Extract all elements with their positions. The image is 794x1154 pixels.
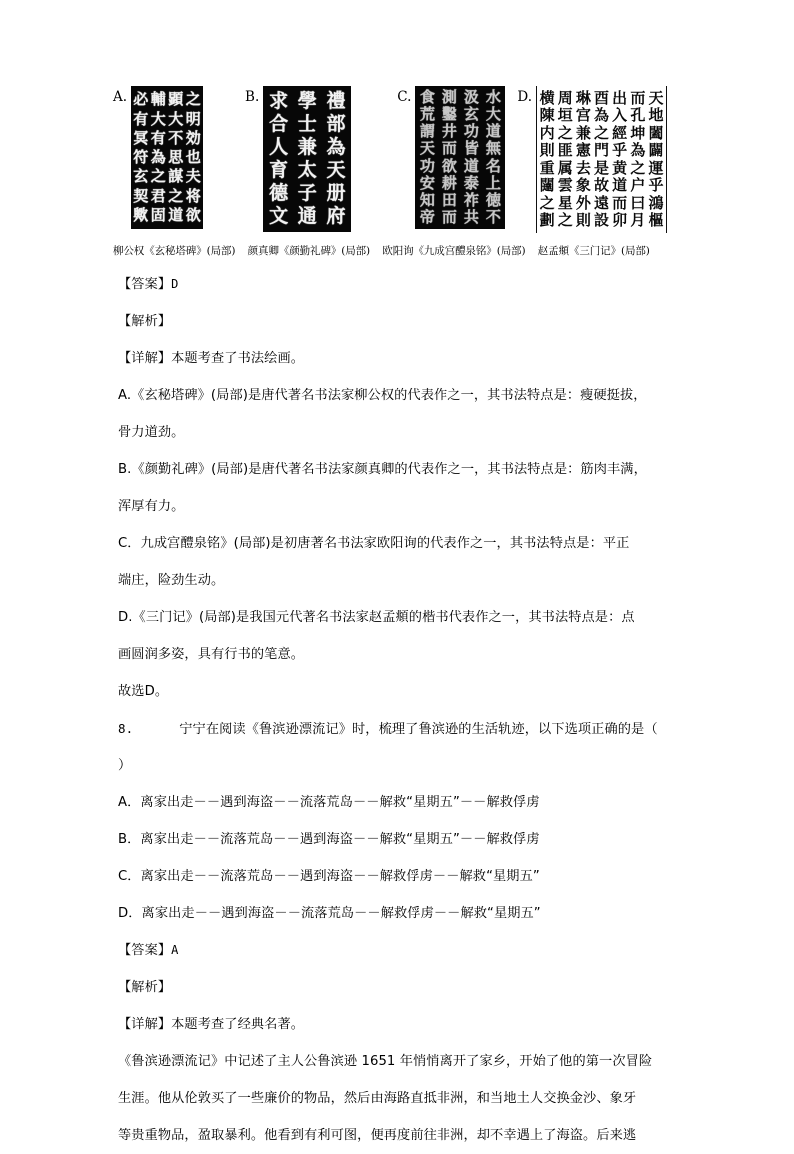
q8-option-c[interactable]: C．离家出走－－流落荒岛－－遇到海盗－－解救俘虏－－解救“星期五” (118, 869, 540, 884)
calligraphy-glyph: 設 (594, 211, 610, 230)
q8-answer-label: 【答案】 (118, 943, 172, 958)
calligraphy-glyph: 天 (326, 159, 346, 181)
q7-analysis-label: 【解析】 (118, 314, 172, 329)
calligraphy-glyph: 之 (557, 211, 573, 230)
calligraphy-image-a (131, 86, 203, 229)
q8-option-b[interactable]: B．离家出走－－流落荒岛－－遇到海盗－－解救“星期五”－－解救俘虏 (118, 832, 540, 847)
calligraphy-glyph: 學 (297, 90, 317, 112)
calligraphy-glyph: 帝 (419, 207, 435, 226)
calligraphy-glyph: 玄 (133, 167, 149, 186)
calligraphy-glyph: 而 (441, 207, 457, 226)
calligraphy-glyph: 思 (168, 148, 184, 166)
calligraphy-glyph: 道 (168, 205, 184, 224)
calligraphy-glyph: 册 (326, 182, 346, 204)
calligraphy-glyph: 陳 (539, 106, 555, 125)
calligraphy-glyph: 也 (185, 148, 201, 166)
calligraphy-glyph: 謂 (419, 122, 435, 141)
glyph-column (592, 88, 610, 231)
q7-detail-b-2: 浑厚有力。 (118, 499, 185, 514)
calligraphy-glyph: 泰 (463, 173, 479, 192)
calligraphy-glyph: 坤 (630, 123, 646, 142)
calligraphy-glyph: 而 (441, 139, 457, 158)
document-body (118, 266, 688, 1154)
calligraphy-glyph: 曰 (630, 193, 646, 212)
calligraphy-glyph: 玄 (463, 105, 479, 124)
calligraphy-glyph: 府 (326, 205, 346, 227)
figure-caption-row (113, 243, 693, 258)
calligraphy-glyph: 井 (441, 122, 457, 141)
calligraphy-image-b (263, 86, 351, 232)
calligraphy-glyph: 遠 (594, 193, 610, 212)
glyph-column (132, 88, 150, 227)
q7-detail-a-1: A.《玄秘塔碑》(局部)是唐代著名书法家柳公权的代表作之一，其书法特点是：瘦硬挺拔， (118, 388, 647, 403)
calligraphy-glyph: 荒 (419, 105, 435, 124)
calligraphy-glyph: 合 (269, 113, 289, 135)
glyph-column (150, 88, 168, 227)
calligraphy-glyph: 共 (463, 207, 479, 226)
calligraphy-glyph: 祚 (463, 190, 479, 209)
calligraphy-glyph: 上 (485, 173, 501, 192)
calligraphy-glyph: 明 (185, 109, 201, 128)
calligraphy-glyph: 黄 (612, 158, 628, 177)
calligraphy-glyph: 之 (630, 158, 646, 177)
q7-conclusion: 故选D。 (118, 684, 169, 699)
calligraphy-glyph: 闢 (648, 141, 664, 160)
calligraphy-glyph: 乎 (612, 141, 628, 160)
figure-option-c (397, 86, 505, 229)
calligraphy-glyph: 大 (150, 109, 166, 128)
calligraphy-glyph: 天 (648, 88, 664, 107)
glyph-column (629, 88, 647, 231)
calligraphy-glyph: 属 (557, 158, 573, 177)
q7-detail-c-2: 端庄，险劲生动。 (118, 573, 225, 588)
calligraphy-glyph: 不 (168, 128, 184, 147)
figure-label-d: D. (517, 89, 533, 105)
calligraphy-glyph: 孔 (630, 106, 646, 125)
calligraphy-image-c (415, 86, 505, 229)
q7-detail-d-1: D.《三门记》(局部)是我国元代著名书法家赵孟頫的楷书代表作之一，其书法特点是：点 (118, 610, 635, 625)
calligraphy-glyph: 太 (297, 159, 317, 181)
calligraphy-glyph: 闔 (648, 123, 664, 142)
calligraphy-glyph: 人 (269, 136, 289, 158)
calligraphy-glyph: 為 (630, 141, 646, 160)
q8-paragraph-line-2: 生涯。他从伦敦买了一些廉价的物品，然后由海路直抵非洲，和当地土人交换金沙、象牙 (118, 1091, 637, 1106)
calligraphy-glyph: 通 (297, 205, 317, 227)
glyph-column (416, 88, 438, 227)
calligraphy-glyph: 士 (297, 113, 317, 135)
calligraphy-glyph: 去 (575, 158, 591, 177)
calligraphy-glyph: 入 (612, 106, 628, 125)
calligraphy-glyph: 匪 (557, 141, 573, 160)
calligraphy-glyph: 田 (441, 190, 457, 209)
calligraphy-glyph: 横 (539, 88, 555, 107)
glyph-column (556, 88, 574, 231)
calligraphy-glyph: 効 (185, 128, 201, 147)
figure-label-b: B. (245, 89, 260, 105)
calligraphy-glyph: 重 (539, 158, 555, 177)
q8-answer-line (118, 932, 688, 969)
glyph-column (293, 88, 322, 230)
calligraphy-glyph: 欲 (185, 205, 201, 224)
calligraphy-glyph: 君 (150, 186, 166, 205)
calligraphy-glyph: 運 (648, 158, 664, 177)
q8-stem-line-2: ） (118, 758, 132, 773)
calligraphy-glyph: 冥 (133, 128, 149, 147)
q7-answer-label: 【答案】 (118, 277, 172, 292)
calligraphy-glyph: 大 (485, 105, 501, 124)
q8-option-a[interactable]: A．离家出走－－遇到海盗－－流落荒岛－－解救“星期五”－－解救俘虏 (118, 795, 540, 810)
glyph-column (185, 88, 203, 227)
calligraphy-glyph: 則 (539, 141, 555, 160)
calligraphy-glyph: 固 (150, 205, 166, 224)
calligraphy-glyph: 劃 (539, 211, 555, 230)
figure-option-b (245, 86, 351, 232)
calligraphy-glyph: 符 (133, 148, 149, 166)
calligraphy-glyph: 憲 (575, 141, 591, 160)
calligraphy-glyph: 之 (168, 186, 184, 205)
calligraphy-glyph: 測 (441, 88, 457, 107)
calligraphy-glyph: 而 (630, 88, 646, 107)
q8-paragraph-line-1: 《鲁滨逊漂流记》中记述了主人公鲁滨逊 1651 年悄悄离开了家乡，开始了他的第一次冒险 (118, 1054, 653, 1069)
calligraphy-glyph: 月 (630, 211, 646, 230)
calligraphy-glyph: 契 (133, 186, 149, 205)
calligraphy-glyph: 闥 (539, 176, 555, 195)
calligraphy-glyph: 象 (575, 176, 591, 195)
calligraphy-glyph: 天 (419, 139, 435, 158)
calligraphy-glyph: 文 (269, 205, 289, 227)
calligraphy-glyph: 琳 (575, 88, 591, 107)
calligraphy-glyph: 汲 (463, 88, 479, 107)
calligraphy-glyph: 雲 (557, 176, 573, 195)
calligraphy-glyph: 道 (485, 122, 501, 141)
q8-stem-line-1 (118, 710, 688, 747)
calligraphy-glyph: 欲 (441, 156, 457, 175)
q7-detail-c-1: C．九成宫醴泉铭》(局部)是初唐著名书法家欧阳询的代表作之一，其书法特点是：平正 (118, 536, 630, 551)
calligraphy-glyph: 知 (419, 190, 435, 209)
calligraphy-glyph: 必 (133, 90, 149, 109)
calligraphy-glyph: 育 (269, 159, 289, 181)
calligraphy-glyph: 鑿 (441, 105, 457, 124)
calligraphy-glyph: 内 (539, 123, 555, 142)
glyph-column (574, 88, 592, 231)
calligraphy-glyph: 為 (594, 106, 610, 125)
q8-analysis-label: 【解析】 (118, 980, 172, 995)
glyph-column (167, 88, 185, 227)
figure-caption-c: 欧阳询《九成宫醴泉铭》(局部) (382, 245, 526, 257)
calligraphy-glyph: 輔 (150, 90, 166, 109)
calligraphy-glyph: 大 (168, 109, 184, 128)
calligraphy-glyph: 耕 (441, 173, 457, 192)
calligraphy-glyph: 酉 (594, 88, 610, 107)
calligraphy-glyph: 之 (557, 123, 573, 142)
calligraphy-glyph: 不 (485, 207, 501, 226)
calligraphy-glyph: 兼 (575, 123, 591, 142)
calligraphy-glyph: 周 (557, 88, 573, 107)
glyph-column (647, 88, 665, 231)
q8-paragraph-line-3: 等贵重物品，盈取暴利。他看到有利可图，便再度前往非洲，却不幸遇上了海盗。后来逃 (118, 1128, 637, 1143)
q7-answer-value: D (171, 277, 179, 291)
glyph-column (538, 88, 556, 231)
q7-detail-d-2: 画圆润多姿，具有行书的笔意。 (118, 647, 305, 662)
figure-option-d (517, 86, 667, 233)
calligraphy-glyph: 謀 (168, 167, 184, 186)
calligraphy-glyph: 水 (485, 88, 501, 107)
calligraphy-glyph: 顕 (168, 90, 184, 109)
calligraphy-glyph: 而 (612, 193, 628, 212)
calligraphy-glyph: 故 (594, 176, 610, 195)
calligraphy-glyph: 無 (485, 139, 501, 158)
figure-option-a (113, 86, 203, 229)
calligraphy-glyph: 徳 (485, 190, 501, 209)
figure-label-a: A. (113, 89, 128, 105)
calligraphy-glyph: 地 (648, 106, 664, 125)
calligraphy-glyph: 外 (575, 193, 591, 212)
calligraphy-glyph: 安 (419, 173, 435, 192)
calligraphy-glyph: 夫 (185, 167, 201, 186)
calligraphy-glyph: 樞 (648, 211, 664, 230)
calligraphy-glyph: 之 (185, 90, 201, 109)
calligraphy-glyph: 有 (133, 109, 149, 128)
q8-stem-text: 宁宁在阅读《鲁滨逊漂流记》时，梳理了鲁滨逊的生活轨迹，以下选项正确的是（ (179, 722, 658, 737)
calligraphy-glyph: 有 (150, 128, 166, 147)
glyph-column (322, 88, 351, 230)
calligraphy-glyph: 歟 (133, 205, 149, 224)
calligraphy-glyph: 之 (150, 167, 166, 186)
glyph-grid-d (537, 86, 666, 233)
calligraphy-glyph: 卯 (612, 211, 628, 230)
glyph-column (482, 88, 504, 227)
q8-answer-value: A (171, 943, 179, 957)
calligraphy-glyph: 經 (612, 123, 628, 142)
calligraphy-glyph: 功 (463, 122, 479, 141)
calligraphy-glyph: 德 (269, 182, 289, 204)
figure-label-c: C. (397, 89, 412, 105)
calligraphy-glyph: 則 (575, 211, 591, 230)
calligraphy-glyph: 之 (539, 193, 555, 212)
calligraphy-glyph: 户 (630, 176, 646, 195)
calligraphy-glyph: 為 (326, 136, 346, 158)
q8-detail-heading: 【详解】本题考查了经典名著。 (118, 1017, 305, 1032)
calligraphy-glyph: 皆 (463, 139, 479, 158)
glyph-grid-b (263, 86, 351, 232)
q7-detail-heading: 【详解】本题考查了书法绘画。 (118, 351, 305, 366)
calligraphy-glyph: 星 (557, 193, 573, 212)
glyph-column (611, 88, 629, 231)
q7-answer-line (118, 266, 688, 303)
calligraphy-glyph: 道 (463, 156, 479, 175)
figure-caption-d: 赵孟頫《三门记》(局部) (537, 245, 650, 257)
calligraphy-glyph: 是 (594, 158, 610, 177)
q8-number: 8. (118, 721, 134, 736)
glyph-column (438, 88, 460, 227)
q7-detail-a-2: 骨力道劲。 (118, 425, 185, 440)
calligraphy-glyph: 垣 (557, 106, 573, 125)
calligraphy-glyph: 為 (150, 148, 166, 166)
glyph-column (264, 88, 293, 230)
calligraphy-glyph: 乎 (648, 176, 664, 195)
calligraphy-glyph: 出 (612, 88, 628, 107)
calligraphy-glyph: 功 (419, 156, 435, 175)
calligraphy-glyph: 子 (297, 182, 317, 204)
calligraphy-glyph: 求 (269, 90, 289, 112)
calligraphy-glyph: 部 (326, 113, 346, 135)
q7-detail-b-1: B.《颜勤礼碑》(局部)是唐代著名书法家颜真卿的代表作之一，其书法特点是：筋肉丰满， (118, 462, 647, 477)
calligraphy-glyph: 門 (594, 141, 610, 160)
calligraphy-glyph: 之 (594, 123, 610, 142)
calligraphy-image-d (536, 86, 667, 233)
q8-option-d[interactable]: D．离家出走－－遇到海盗－－流落荒岛－－解救俘虏－－解救“星期五” (118, 906, 541, 921)
calligraphy-glyph: 食 (419, 88, 435, 107)
figure-caption-a: 柳公权《玄秘塔碑》(局部) (113, 245, 236, 257)
calligraphy-glyph: 禮 (326, 90, 346, 112)
calligraphy-glyph: 兼 (297, 136, 317, 158)
calligraphy-glyph: 将 (185, 186, 201, 205)
glyph-grid-a (131, 86, 203, 229)
calligraphy-glyph: 道 (612, 176, 628, 195)
glyph-column (460, 88, 482, 227)
calligraphy-glyph: 鴻 (648, 193, 664, 212)
calligraphy-glyph: 宫 (575, 106, 591, 125)
figure-caption-b: 颜真卿《颜勤礼碑》(局部) (247, 245, 371, 257)
glyph-grid-c (415, 86, 505, 229)
calligraphy-figure-row (113, 86, 688, 241)
calligraphy-glyph: 名 (485, 156, 501, 175)
